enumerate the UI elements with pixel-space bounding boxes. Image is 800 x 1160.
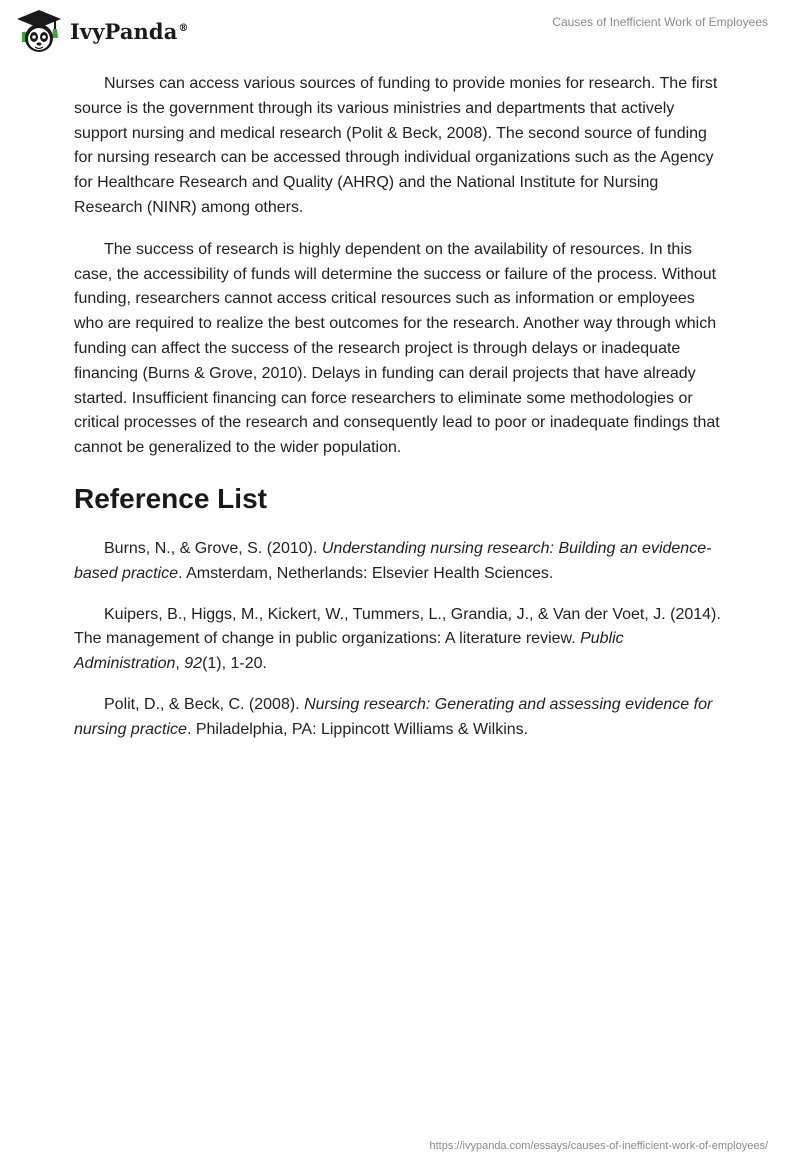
panda-logo-icon: [14, 8, 64, 54]
reference-list-heading: Reference List: [74, 482, 267, 514]
body-paragraph: The success of research is highly dependent on the availability of resources. In this case, the accessibility of funds will determine the success or failure of the process. Without funding, researchers cannot access critical resources such as information or employees who are required to realize the best outcomes for the research. Another way through which funding can affect the success of the research project is through delays or inadequate financing (Burns & Grove, 2010). Delays in funding can derail projects that have already started. Insufficient financing can force researchers to eliminate some methodologies or critical processes of the research and consequently lead to poor or inadequate findings that cannot be generalized to the wider population.: [74, 240, 720, 457]
source-url-link[interactable]: https://ivypanda.com/essays/causes-of-inefficient-work-of-employees/: [429, 1140, 768, 1152]
document-body: [74, 72, 726, 759]
page-header: [0, 0, 800, 70]
document-title: Causes of Inefficient Work of Employees: [552, 15, 768, 29]
ivypanda-logo[interactable]: [14, 8, 189, 54]
logo-text: IvyPanda®: [70, 18, 189, 44]
reference-item: Kuipers, B., Higgs, M., Kickert, W., Tummers, L., Grandia, J., & Van der Voet, J. (2014). The management of change in public organizations: A literature review. Public Administration, 92(1), 1-20.: [74, 605, 721, 673]
reference-item: Polit, D., & Beck, C. (2008). Nursing research: Generating and assessing evidence for nursing practice. Philadelphia, PA: Lippincott Williams & Wilkins.: [74, 695, 713, 738]
body-paragraph: Nurses can access various sources of funding to provide monies for research. The first source is the government through its various ministries and departments that actively support nursing and medical research (Polit & Beck, 2008). The second source of funding for nursing research can be accessed through individual organizations such as the Agency for Healthcare Research and Quality (AHRQ) and the National Institute for Nursing Research (NINR) among others.: [74, 75, 718, 216]
reference-item: Burns, N., & Grove, S. (2010). Understanding nursing research: Building an evidence-based practice. Amsterdam, Netherlands: Elsevier Health Sciences.: [74, 539, 712, 582]
